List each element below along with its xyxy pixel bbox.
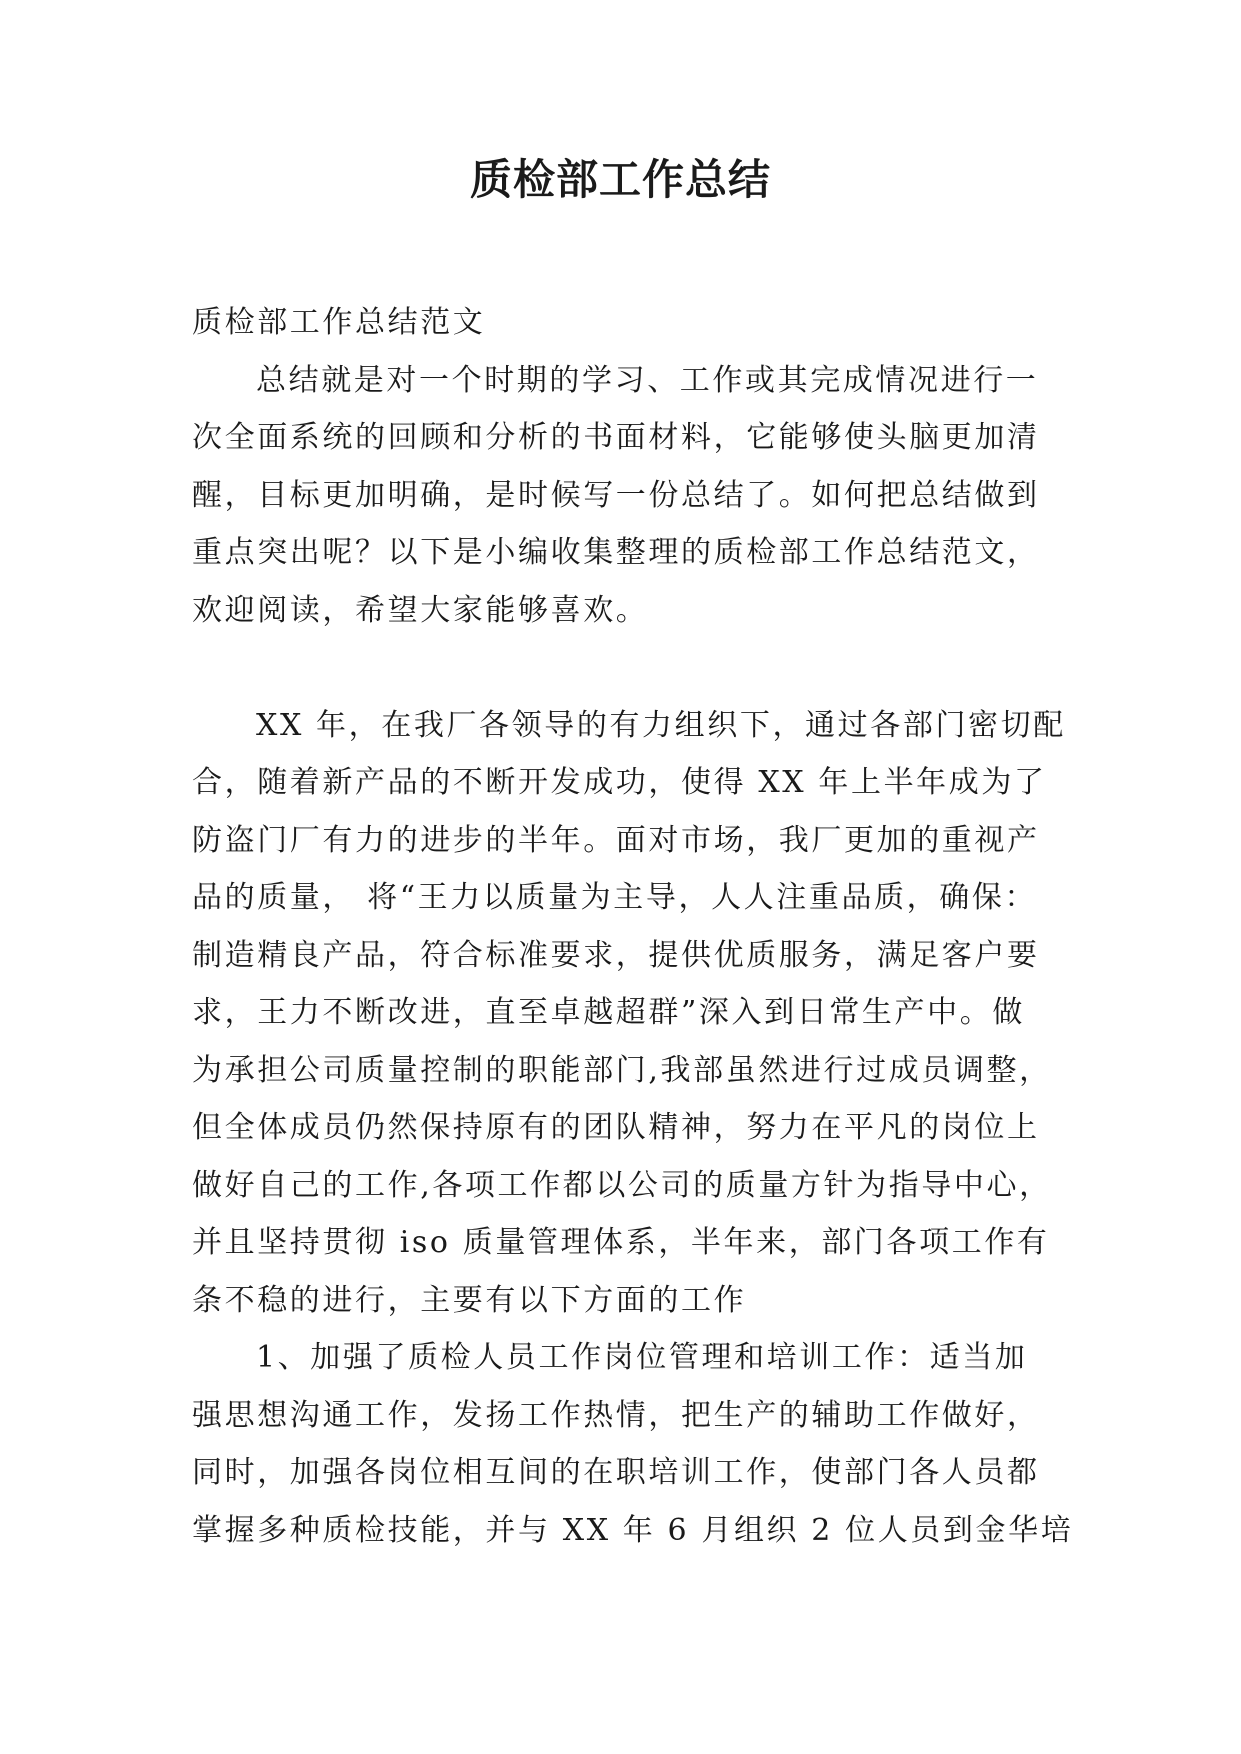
paragraph-line: 1、加强了质检人员工作岗位管理和培训工作：适当加 [256,1340,1028,1375]
paragraph-line: 次全面系统的回顾和分析的书面材料，它能够使头脑更加清 [192,420,1040,455]
paragraph-line: 并且坚持贯彻 iso 质量管理体系，半年来，部门各项工作有 [192,1225,1050,1260]
document-body [192,294,1074,1559]
paragraph-line: 重点突出呢？以下是小编收集整理的质检部工作总结范文， [192,535,1040,570]
document-subtitle: 质检部工作总结范文 [192,305,486,340]
paragraph-line: 合，随着新产品的不断开发成功，使得 XX 年上半年成为了 [192,765,1047,800]
paragraph-line: 条不稳的进行，主要有以下方面的工作 [192,1282,747,1318]
paragraph-line: 掌握多种质检技能，并与 XX 年 6 月组织 2 位人员到金华培 [192,1512,1074,1548]
paragraph-line: 强思想沟通工作，发扬工作热情，把生产的辅助工作做好， [192,1397,1040,1433]
paragraph-line: 制造精良产品，符合标准要求，提供优质服务，满足客户要 [192,937,1040,973]
paragraph-line: 同时，加强各岗位相互间的在职培训工作，使部门各人员都 [192,1455,1040,1490]
paragraph-line: 但全体成员仍然保持原有的团队精神，努力在平凡的岗位上 [192,1110,1040,1145]
paragraph-line: 为承担公司质量控制的职能部门,我部虽然进行过成员调整， [192,1052,1052,1088]
paragraph-line: 品的质量， 将“王力以质量为主导，人人注重品质，确保： [192,880,1038,915]
paragraph-line: 总结就是对一个时期的学习、工作或其完成情况进行一 [256,362,1039,398]
paragraph-line: 欢迎阅读，希望大家能够喜欢。 [192,592,649,628]
paragraph-line: 防盗门厂有力的进步的半年。面对市场，我厂更加的重视产 [192,822,1040,858]
document-title: 质检部工作总结 [469,155,771,204]
paragraph-line: 求，王力不断改进，直至卓越超群”深入到日常生产中。做 [192,995,1025,1030]
paragraph-line: XX 年，在我厂各领导的有力组织下，通过各部门密切配 [256,707,1066,743]
paragraph-line: 做好自己的工作,各项工作都以公司的质量方针为指导中心， [192,1167,1052,1203]
paragraph-line: 醒，目标更加明确，是时候写一份总结了。如何把总结做到 [192,477,1040,513]
paragraph-gap [192,639,1062,697]
